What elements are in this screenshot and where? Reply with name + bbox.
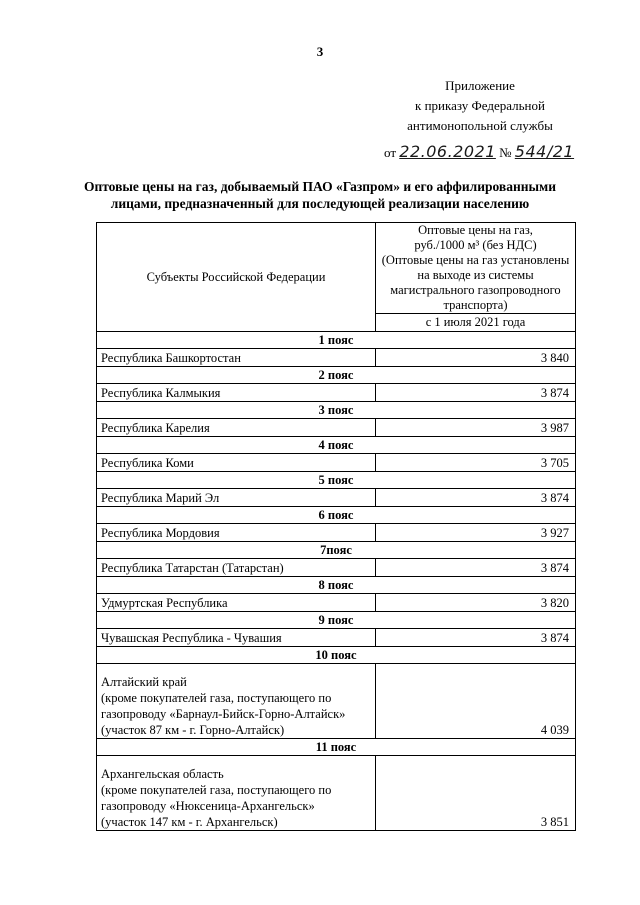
- table-row: [97, 629, 576, 647]
- title-line-2: лицами, предназначенный для последующей реализации населению: [110, 196, 530, 211]
- subject-line: (кроме покупателей газа, поступающего по: [101, 783, 332, 797]
- zone-row: [97, 507, 576, 524]
- header-price-line: Оптовые цены на газ,: [418, 223, 533, 237]
- zone-label: 8 пояс: [97, 577, 576, 594]
- table-row: [97, 419, 576, 437]
- appendix-line-1: Приложение: [445, 78, 515, 93]
- price-cell: 3 820: [376, 594, 576, 612]
- price-cell: 3 874: [376, 489, 576, 507]
- subject-cell: [97, 756, 376, 831]
- subject-cell: Удмуртская Республика: [97, 594, 376, 612]
- price-cell: 3 705: [376, 454, 576, 472]
- header-price-line: магистрального газопроводного: [390, 283, 561, 297]
- table-row: [97, 489, 576, 507]
- subject-cell: Республика Карелия: [97, 419, 376, 437]
- header-price-line: на выходе из системы: [417, 268, 534, 282]
- number-prefix: №: [499, 145, 512, 160]
- zone-label: 3 пояс: [97, 402, 576, 419]
- appendix-line-2: к приказу Федеральной: [415, 98, 545, 113]
- price-cell: 3 874: [376, 629, 576, 647]
- subject-cell: Чувашская Республика - Чувашия: [97, 629, 376, 647]
- table-row: [97, 756, 576, 831]
- price-cell: 3 874: [376, 384, 576, 402]
- subject-cell: Республика Калмыкия: [97, 384, 376, 402]
- zone-row: [97, 332, 576, 349]
- zone-label: 11 пояс: [97, 739, 576, 756]
- price-cell: 3 987: [376, 419, 576, 437]
- zone-label: 5 пояс: [97, 472, 576, 489]
- date-prefix: от: [384, 145, 397, 160]
- appendix-line-3: антимонопольной службы: [407, 118, 553, 133]
- subject-line: Архангельская область: [101, 767, 224, 781]
- table-row: [97, 559, 576, 577]
- price-cell: 4 039: [376, 664, 576, 739]
- table-row: [97, 594, 576, 612]
- zone-label: 6 пояс: [97, 507, 576, 524]
- subject-line: (участок 147 км - г. Архангельск): [101, 815, 278, 829]
- zone-label: 7пояс: [97, 542, 576, 559]
- subject-line: газопроводу «Нюксеница-Архангельск»: [101, 799, 315, 813]
- header-price: [376, 223, 576, 314]
- zone-label: 10 пояс: [97, 647, 576, 664]
- zone-row: [97, 367, 576, 384]
- subject-cell: Республика Коми: [97, 454, 376, 472]
- zone-label: 4 пояс: [97, 437, 576, 454]
- zone-label: 2 пояс: [97, 367, 576, 384]
- zone-row: [97, 612, 576, 629]
- zone-row: [97, 402, 576, 419]
- price-cell: 3 851: [376, 756, 576, 831]
- header-price-line: руб./1000 м³ (без НДС): [414, 238, 537, 252]
- zone-row: [97, 437, 576, 454]
- order-number: 544/21: [514, 142, 575, 161]
- header-subject: Субъекты Российской Федерации: [97, 223, 376, 332]
- price-cell: 3 927: [376, 524, 576, 542]
- subject-cell: Республика Марий Эл: [97, 489, 376, 507]
- subject-line: (кроме покупателей газа, поступающего по: [101, 691, 332, 705]
- zone-label: 1 пояс: [97, 332, 576, 349]
- table-row: [97, 524, 576, 542]
- zone-row: [97, 577, 576, 594]
- header-price-line: транспорта): [443, 298, 508, 312]
- subject-line: Алтайский край: [101, 675, 187, 689]
- subject-cell: Республика Мордовия: [97, 524, 376, 542]
- zone-row: [97, 542, 576, 559]
- table-row: [97, 664, 576, 739]
- price-cell: 3 840: [376, 349, 576, 367]
- order-date: 22.06.2021: [399, 142, 496, 161]
- subject-cell: [97, 664, 376, 739]
- header-date: с 1 июля 2021 года: [376, 314, 576, 332]
- zone-label: 9 пояс: [97, 612, 576, 629]
- appendix-block: [380, 76, 580, 136]
- header-price-line: (Оптовые цены на газ установлены: [381, 253, 570, 267]
- price-cell: 3 874: [376, 559, 576, 577]
- zone-row: [97, 647, 576, 664]
- page-number: 3: [316, 44, 324, 59]
- subject-line: (участок 87 км - г. Горно-Алтайск): [101, 723, 285, 737]
- table-row: [97, 454, 576, 472]
- table-row: [97, 384, 576, 402]
- prices-table: [96, 222, 576, 831]
- document-title: [60, 178, 580, 212]
- order-date-line: [384, 142, 584, 161]
- zone-row: [97, 739, 576, 756]
- subject-cell: Республика Татарстан (Татарстан): [97, 559, 376, 577]
- zone-row: [97, 472, 576, 489]
- title-line-1: Оптовые цены на газ, добываемый ПАО «Газпром» и его аффилированными: [83, 179, 557, 194]
- subject-line: газопроводу «Барнаул-Бийск-Горно-Алтайск»: [101, 707, 346, 721]
- subject-cell: Республика Башкортостан: [97, 349, 376, 367]
- table-header-row: [97, 223, 576, 314]
- table-row: [97, 349, 576, 367]
